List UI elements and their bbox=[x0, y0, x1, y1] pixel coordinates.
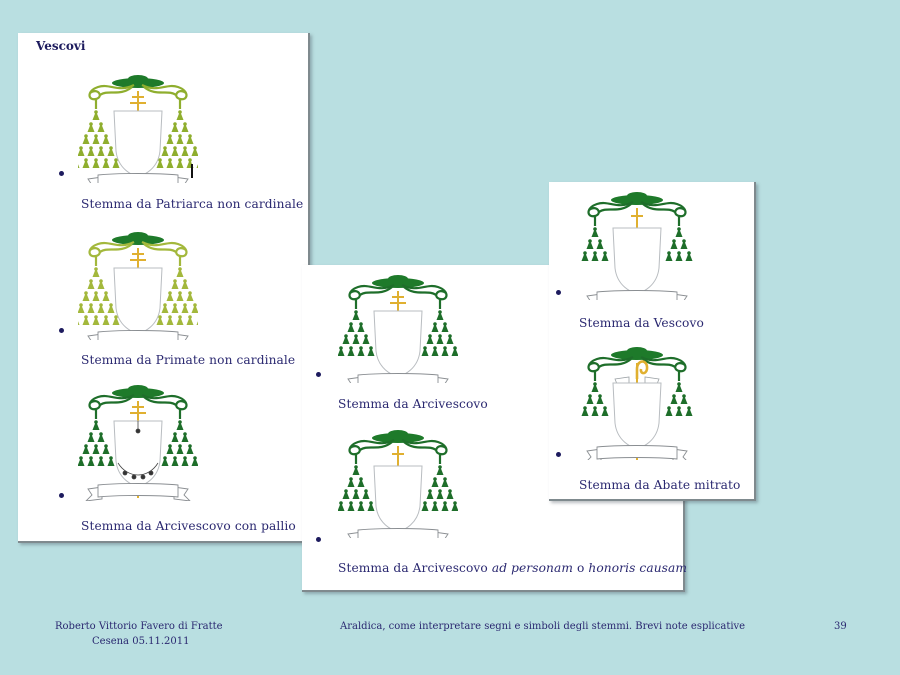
tassels-right-icon bbox=[162, 420, 199, 466]
page-number: 39 bbox=[834, 621, 847, 632]
caption-text: Stemma da Arcivescovo bbox=[338, 561, 492, 575]
coat-of-arms-abate-image bbox=[577, 345, 697, 460]
bullet-icon bbox=[556, 290, 561, 295]
caption-vescovo: Stemma da Vescovo bbox=[579, 316, 704, 330]
galero-crown-icon bbox=[128, 385, 148, 393]
motto-scroll-icon bbox=[86, 484, 190, 502]
coat-of-arms-arcivescovo-image bbox=[338, 273, 458, 383]
shield-icon bbox=[114, 111, 162, 177]
caption-ad-personam bbox=[338, 561, 687, 575]
caption-italic: ad personam bbox=[491, 561, 573, 575]
tassels-left-icon bbox=[338, 310, 375, 356]
tassels-left-icon bbox=[582, 227, 609, 261]
bullet-icon bbox=[59, 328, 64, 333]
tassels-right-icon bbox=[157, 267, 199, 325]
slide-panel-vescovo-abate bbox=[549, 182, 756, 501]
tassels-left-icon bbox=[78, 110, 120, 168]
text-cursor bbox=[191, 164, 193, 178]
shield-icon bbox=[374, 311, 422, 377]
caption-italic: honoris causam bbox=[588, 561, 688, 575]
tassels-right-icon bbox=[157, 110, 199, 168]
bullet-icon bbox=[59, 493, 64, 498]
motto-scroll-icon bbox=[585, 291, 689, 301]
galero-crown-icon bbox=[128, 232, 148, 240]
tassels-right-icon bbox=[422, 310, 459, 356]
motto-scroll-icon bbox=[346, 374, 450, 384]
coat-of-arms-ad-personam-image bbox=[338, 428, 458, 538]
footer-presentation-title: Araldica, come interpretare segni e simboli degli stemmi. Brevi note esplicative bbox=[340, 621, 746, 632]
coat-of-arms-patriarca-image bbox=[78, 73, 198, 183]
tassels-left-icon bbox=[338, 465, 375, 511]
motto-scroll-icon bbox=[346, 529, 450, 539]
tassels-left-icon bbox=[78, 420, 115, 466]
slide-panel-vescovi bbox=[18, 33, 310, 543]
caption-patriarca: Stemma da Patriarca non cardinale bbox=[81, 197, 304, 211]
coat-of-arms-primate-image bbox=[78, 230, 198, 340]
motto-scroll-icon bbox=[585, 446, 689, 461]
motto-scroll-icon bbox=[86, 331, 190, 341]
motto-scroll-icon bbox=[86, 174, 190, 184]
galero-crown-icon bbox=[388, 430, 408, 438]
bullet-icon bbox=[556, 452, 561, 457]
panel-title: Vescovi bbox=[36, 39, 86, 53]
caption-arcivescovo: Stemma da Arcivescovo bbox=[338, 397, 488, 411]
shield-icon bbox=[613, 383, 661, 449]
galero-crown-icon bbox=[627, 192, 647, 200]
shield-icon bbox=[374, 466, 422, 532]
footer-place-date: Cesena 05.11.2011 bbox=[92, 636, 190, 647]
caption-abate: Stemma da Abate mitrato bbox=[579, 478, 741, 492]
bullet-icon bbox=[316, 537, 321, 542]
tassels-right-icon bbox=[666, 382, 693, 416]
shield-icon bbox=[114, 268, 162, 334]
coat-of-arms-pallio-image bbox=[78, 383, 198, 501]
shield-icon bbox=[613, 228, 661, 294]
tassels-left-icon bbox=[582, 382, 609, 416]
caption-primate: Stemma da Primate non cardinale bbox=[81, 353, 296, 367]
bullet-icon bbox=[316, 372, 321, 377]
bullet-icon bbox=[59, 171, 64, 176]
tassels-right-icon bbox=[666, 227, 693, 261]
caption-pallio: Stemma da Arcivescovo con pallio bbox=[81, 519, 296, 533]
galero-crown-icon bbox=[627, 347, 647, 355]
coat-of-arms-vescovo-image bbox=[577, 190, 697, 300]
tassels-right-icon bbox=[422, 465, 459, 511]
galero-crown-icon bbox=[128, 75, 148, 83]
footer-author: Roberto Vittorio Favero di Fratte bbox=[55, 621, 223, 632]
tassels-left-icon bbox=[78, 267, 120, 325]
galero-crown-icon bbox=[388, 275, 408, 283]
caption-text: o bbox=[572, 561, 589, 575]
